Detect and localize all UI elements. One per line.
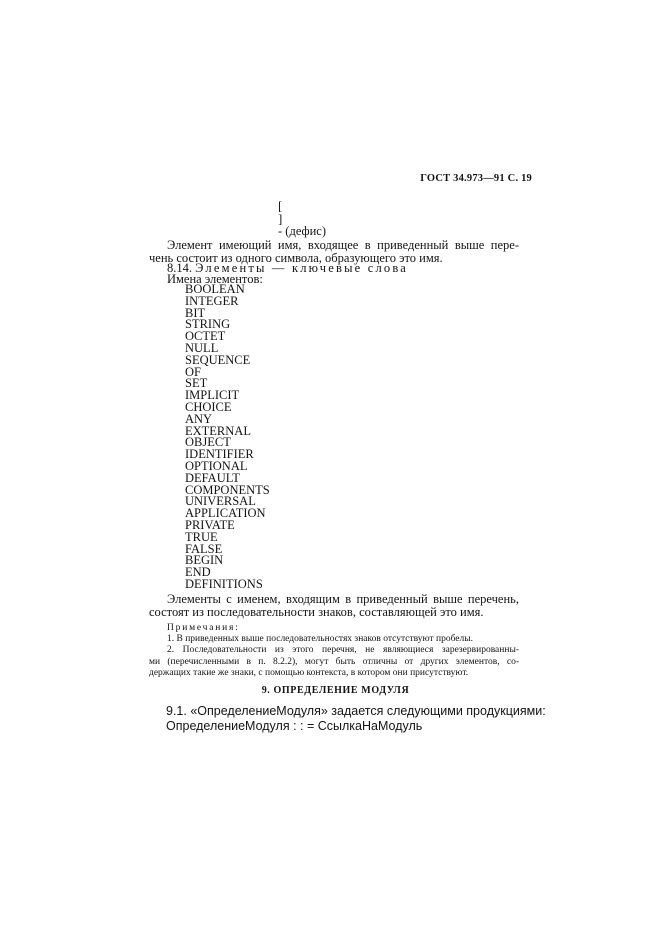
page-header: ГОСТ 34.973—91 С. 19 (420, 173, 532, 184)
keyword-item: OF (185, 364, 201, 379)
paragraph-1-line-1: Элемент имеющий имя, входящее в приведенный выше пере- (167, 238, 519, 252)
keyword-list (185, 284, 270, 591)
keyword-item: ANY (185, 411, 213, 426)
note-2-line-3: держащих такие же знаки, с помощью контекста, в котором они присутствуют. (149, 668, 469, 678)
paragraph-1-line-2: чень состоит из одного символа, образующего это имя. (149, 251, 443, 265)
note-2-line-1: 2. Последовательности из этого перечня, не являющиеся зарезервированны- (167, 645, 519, 655)
keyword-item: OCTET (185, 329, 226, 344)
paragraph-2-line-1: Элементы с именем, входящим в приведенный выше перечень, (167, 592, 519, 606)
keyword-item: DEFINITIONS (185, 576, 263, 591)
keyword-item: BOOLEAN (185, 282, 245, 296)
keyword-item: TRUE (185, 529, 218, 544)
keyword-item: UNIVERSAL (185, 494, 256, 509)
hyphen-description: (дефис) (285, 224, 327, 238)
keyword-item: COMPONENTS (185, 482, 270, 497)
keyword-item: DEFAULT (185, 470, 240, 485)
keyword-item: FALSE (185, 541, 223, 556)
keyword-item: NULL (185, 340, 219, 355)
keyword-item: BEGIN (185, 553, 224, 568)
notes-title: Примечания: (167, 623, 240, 633)
keyword-item: SET (185, 376, 208, 391)
keyword-item: PRIVATE (185, 517, 235, 532)
section-9-1-paragraph: 9.1. «ОпределениеМодуля» задается следующими продукциями: (166, 704, 546, 718)
close-bracket-symbol: ] (278, 211, 283, 226)
keyword-item: END (185, 565, 211, 580)
keyword-item: BIT (185, 305, 206, 320)
keyword-item: SEQUENCE (185, 352, 251, 367)
keyword-item: EXTERNAL (185, 423, 251, 438)
paragraph-2-line-2: состоят из последовательности знаков, составляющей это имя. (149, 605, 484, 619)
keyword-item: OPTIONAL (185, 458, 248, 473)
keyword-item: STRING (185, 317, 231, 332)
keyword-item: APPLICATION (185, 506, 266, 521)
keyword-item: OBJECT (185, 435, 231, 450)
note-1: 1. В приведенных выше последовательностях знаков отсутствуют пробелы. (167, 634, 474, 644)
section-8-14-title: Элементы — ключевые слова (195, 261, 409, 275)
note-2-line-2: ми (перечисленными в п. 8.2.2), могут быть отличны от других элементов, со- (149, 657, 519, 667)
element-names-title: Имена элементов: (167, 272, 263, 286)
keyword-item: IMPLICIT (185, 388, 240, 403)
section-9-title: 9. ОПРЕДЕЛЕНИЕ МОДУЛЯ (261, 685, 410, 696)
keyword-item: CHOICE (185, 399, 232, 414)
section-8-14-number: 8.14. (167, 261, 192, 275)
keyword-item: IDENTIFIER (185, 447, 254, 462)
keyword-item: INTEGER (185, 293, 239, 308)
hyphen-symbol-line (278, 224, 326, 238)
module-definition-production: ОпределениеМодуля : : = СсылкаНаМодуль (166, 719, 423, 733)
open-bracket-symbol: [ (278, 198, 283, 213)
hyphen-symbol: - (278, 224, 283, 238)
